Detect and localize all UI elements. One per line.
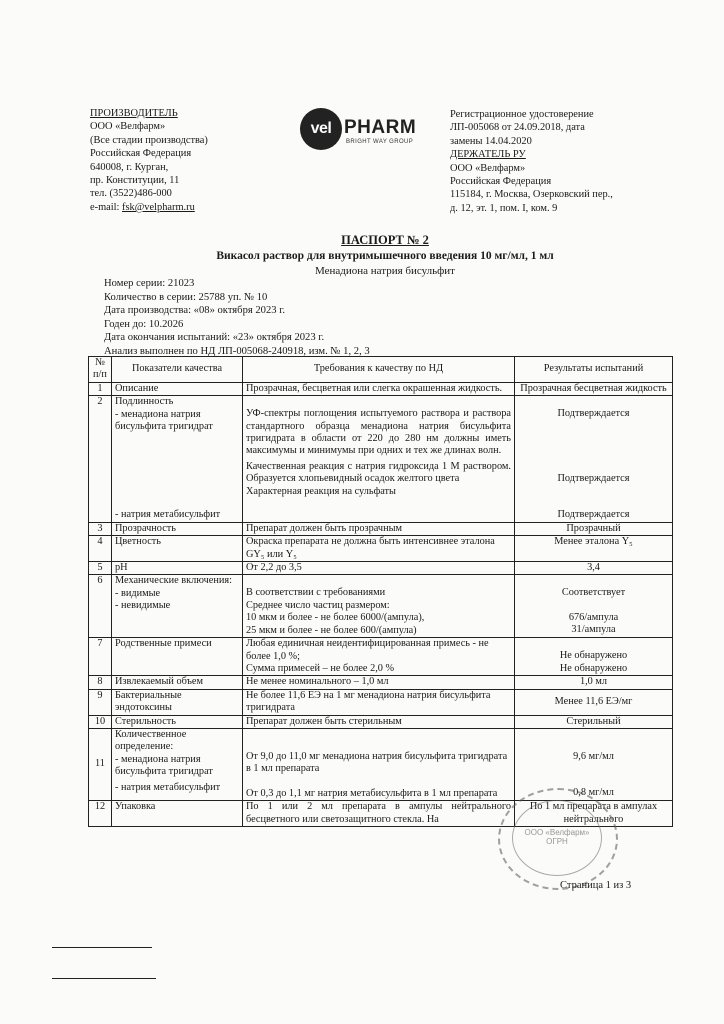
row-requirement: В соответствии с требованиями — [246, 587, 386, 599]
row-result: Прозрачный — [515, 522, 673, 535]
row-result-cell — [515, 396, 673, 523]
substance-name: Менадиона натрия бисульфит — [315, 265, 455, 277]
row-requirement-cell — [243, 396, 515, 523]
row-num: 9 — [89, 689, 112, 715]
holder-line: Российская Федерация — [450, 176, 552, 188]
row-indicator: Извлекаемый объем — [112, 676, 243, 689]
row-result: Подтверждается — [557, 509, 630, 521]
table-header-row — [89, 357, 673, 383]
row-requirement: По 1 или 2 мл препарата в ампулы нейтрального бесцветного или светозащитного стекла. На — [243, 801, 515, 827]
row-requirement-cell — [243, 728, 515, 800]
row-num: 12 — [89, 801, 112, 827]
table-row — [89, 522, 673, 535]
row-result: 31/ампула — [571, 624, 616, 636]
row-subindicator: - видимые — [115, 587, 161, 599]
table-row — [89, 562, 673, 575]
row-requirement: УФ-спектры поглощения испытуемого раствора и раствора стандартного образца менадиона натрия бисульфита тригидрата в области от 220 до 280 нм должны иметь максимумы и минимумы при одних и тех же длинах волн. — [246, 408, 511, 457]
row-indicator: Описание — [112, 382, 243, 395]
registration-block — [450, 108, 613, 215]
row-requirement: Характерная реакция на сульфаты — [246, 485, 396, 497]
batch-info — [104, 277, 370, 358]
margin-line — [52, 947, 152, 948]
row-indicator: pH — [112, 562, 243, 575]
row-indicator: Количественное определение: — [115, 728, 187, 753]
row-num: 2 — [89, 396, 112, 523]
row-result: Менее 11,6 ЕЭ/мг — [515, 689, 673, 715]
row-indicator-cell — [112, 728, 243, 800]
header-num: № п/п — [89, 357, 112, 383]
producer-email-line — [90, 201, 208, 214]
row-indicator-cell — [112, 396, 243, 523]
table-row — [89, 676, 673, 689]
producer-line: 640008, г. Курган, — [90, 161, 169, 173]
row-result: Не обнаружено — [559, 650, 628, 662]
seal-text: ООО «Велфарм» ОГРН — [524, 828, 590, 846]
header-results: Результаты испытаний — [515, 357, 673, 383]
row-indicator: Цветность — [112, 536, 243, 562]
row-result: Соответствует — [561, 587, 626, 599]
producer-block — [90, 107, 208, 214]
row-num: 4 — [89, 536, 112, 562]
row-result: Не обнаружено — [559, 662, 628, 674]
producer-email-link[interactable]: fsk@velpharm.ru — [122, 201, 195, 213]
table-row — [89, 536, 673, 562]
row-num: 8 — [89, 676, 112, 689]
row-indicator: Стерильность — [112, 715, 243, 728]
row-indicator: Подлинность — [115, 396, 174, 408]
row-result: Прозрачная бесцветная жидкость — [515, 382, 673, 395]
row-requirement: От 9,0 до 11,0 мг менадиона натрия бисульфита тригидрата в 1 мл препарата — [246, 750, 508, 775]
margin-line — [52, 978, 156, 979]
registration-line: замены 14.04.2020 — [450, 135, 532, 147]
row-indicator: Прозрачность — [112, 522, 243, 535]
row-num: 10 — [89, 715, 112, 728]
logo-mark: vel — [300, 108, 342, 150]
row-indicator: Механические включения: — [115, 575, 232, 587]
row-requirement: Любая единичная неидентифицированная примесь - не более 1,0 %; — [246, 638, 489, 662]
analysis-basis: Анализ выполнен по НД ЛП-005068-240918, изм. № 1, 2, 3 — [104, 345, 370, 357]
row-requirement: Прозрачная, бесцветная или слегка окрашенная жидкость. — [243, 382, 515, 395]
row-result: 676/ампула — [568, 611, 619, 623]
logo-brand: PHARM — [344, 117, 417, 138]
row-indicator: Родственные примеси — [112, 638, 243, 676]
producer-line: ООО «Велфарм» — [90, 121, 166, 133]
registration-line: Регистрационное удостоверение — [450, 109, 594, 120]
table-row — [89, 382, 673, 395]
row-result: 1,0 мл — [515, 676, 673, 689]
row-requirement: 25 мкм и более - не более 600/(ампула) — [246, 624, 417, 636]
row-requirement: Сумма примесей – не более 2,0 % — [246, 662, 395, 674]
production-date: Дата производства: «08» октября 2023 г. — [104, 305, 286, 316]
row-result-cell — [515, 575, 673, 638]
expiry-date: Годен до: 10.2026 — [104, 318, 184, 330]
row-num: 7 — [89, 638, 112, 676]
row-num: 11 — [89, 728, 112, 800]
row-requirement: Качественная реакция с натрия гидроксида 1 М раствором. Образуется хлопьевидный осадок желтого цвета — [246, 460, 511, 485]
table-row — [89, 396, 673, 523]
passport-title: ПАСПОРТ № 2 — [341, 233, 429, 247]
row-indicator: Бактериальные эндотоксины — [112, 689, 243, 715]
company-seal — [498, 788, 618, 890]
row-indicator: Упаковка — [112, 801, 243, 827]
row-subindicator: - невидимые — [115, 600, 171, 612]
row-requirement: Препарат должен быть прозрачным — [243, 522, 515, 535]
row-result: Подтверждается — [557, 472, 630, 484]
row-requirement: Не менее номинального – 1,0 мл — [243, 676, 515, 689]
document-title — [90, 232, 680, 278]
row-result-cell — [515, 638, 673, 676]
holder-heading: ДЕРЖАТЕЛЬ РУ — [450, 149, 526, 161]
row-requirement-cell — [243, 575, 515, 638]
row-requirement: Окраска препарата не должна быть интенсивнее эталона GY₅ или Y₅ — [243, 536, 515, 562]
holder-line: д. 12, эт. 1, пом. I, ком. 9 — [450, 202, 558, 214]
row-requirement: 10 мкм и более - не более 6000/(ампула), — [246, 612, 425, 624]
row-indicator-cell — [112, 575, 243, 638]
producer-line: Российская Федерация — [90, 148, 192, 160]
header-indicator: Показатели качества — [112, 357, 243, 383]
row-result: Стерильный — [515, 715, 673, 728]
logo-tagline: BRIGHT WAY GROUP — [346, 139, 414, 145]
registration-line: ЛП-005068 от 24.09.2018, дата — [450, 122, 585, 134]
row-subindicator: - натрия метабисульфит — [115, 781, 221, 793]
row-num: 5 — [89, 562, 112, 575]
holder-line: ООО «Велфарм» — [450, 162, 526, 174]
row-result: По 1 мл препарата в ампулах нейтрального — [515, 801, 673, 827]
row-result: Подтверждается — [557, 408, 630, 420]
producer-line: пр. Конституции, 11 — [90, 175, 180, 187]
row-requirement: От 0,3 до 1,1 мг натрия метабисульфита в 1 мл препарата — [246, 787, 498, 799]
row-num: 1 — [89, 382, 112, 395]
producer-line: тел. (3522)486-000 — [90, 188, 172, 200]
producer-heading: ПРОИЗВОДИТЕЛЬ — [90, 108, 178, 119]
product-name: Викасол раствор для внутримышечного введения 10 мг/мл, 1 мл — [216, 250, 554, 262]
batch-quantity: Количество в серии: 25788 уп. № 10 — [104, 291, 268, 303]
row-result: Менее эталона Y₅ — [515, 536, 673, 562]
batch-number: Номер серии: 21023 — [104, 278, 195, 289]
producer-line: (Все стадии производства) — [90, 134, 208, 146]
table-row — [89, 689, 673, 715]
row-subindicator: - менадиона натрия бисульфита тригидрат — [115, 408, 213, 433]
row-subindicator: - менадиона натрия бисульфита тригидрат — [115, 753, 213, 778]
page-number: Страница 1 из 3 — [560, 880, 632, 891]
row-num: 3 — [89, 522, 112, 535]
row-requirement: От 2,2 до 3,5 — [243, 562, 515, 575]
table-row — [89, 715, 673, 728]
row-requirement-cell — [243, 638, 515, 676]
header-requirements: Требования к качеству по НД — [243, 357, 515, 383]
row-requirement: Не более 11,6 ЕЭ на 1 мг менадиона натрия бисульфита тригидрата — [243, 689, 515, 715]
test-end-date: Дата окончания испытаний: «23» октября 2023 г. — [104, 332, 325, 343]
row-result: 3,4 — [515, 562, 673, 575]
table-row — [89, 575, 673, 638]
quality-table — [88, 356, 673, 827]
row-num: 6 — [89, 575, 112, 638]
row-subindicator: - натрия метабисульфит — [115, 509, 221, 521]
producer-email-label: e-mail: — [90, 201, 123, 213]
holder-line: 115184, г. Москва, Озерковский пер., — [450, 189, 613, 201]
velpharm-logo — [300, 108, 418, 152]
row-result: 0,8 мг/мл — [573, 787, 614, 799]
row-requirement: Среднее число частиц размером: — [246, 599, 390, 611]
row-result: 9,6 мг/мл — [573, 750, 614, 762]
row-requirement: Препарат должен быть стерильным — [243, 715, 515, 728]
table-row — [89, 638, 673, 676]
